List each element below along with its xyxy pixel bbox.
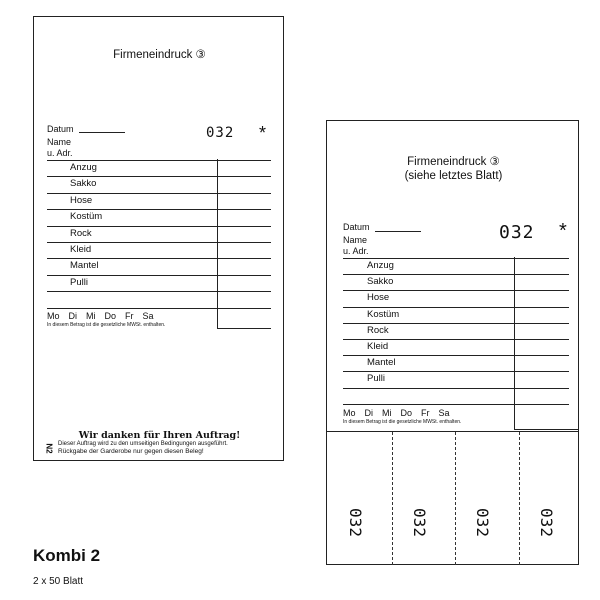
- item-label: Mantel: [70, 260, 99, 272]
- item-row-line: [47, 176, 271, 177]
- item-label: Pulli: [70, 276, 88, 288]
- item-row-line: [47, 209, 271, 210]
- product-subtitle: 2 x 50 Blatt: [33, 576, 84, 587]
- datum-label: Datum: [343, 222, 370, 232]
- star-mark: *: [259, 123, 267, 143]
- day-sa: Sa: [142, 311, 154, 321]
- vat-note: In diesem Betrag ist die gesetzliche MWSt. enthalten.: [343, 419, 462, 425]
- side-mark: N2: [44, 443, 54, 454]
- item-label: Anzug: [70, 162, 97, 173]
- blank-row-line: [47, 308, 271, 309]
- amount-column-divider: [514, 257, 515, 429]
- item-label: Kostüm: [367, 308, 400, 320]
- day-mi: Mi: [382, 408, 392, 418]
- day-fr: Fr: [421, 408, 430, 418]
- address-label: u. Adr.: [47, 148, 73, 158]
- item-label: Sakko: [70, 178, 97, 190]
- product-title: Kombi 2: [33, 546, 101, 565]
- star-mark: *: [559, 220, 567, 242]
- weekday-row: [47, 311, 163, 321]
- item-row-line: [343, 323, 569, 324]
- name-label: Name: [47, 137, 72, 147]
- item-row-line: [47, 242, 271, 243]
- datum-label: Datum: [47, 124, 74, 134]
- amount-column-divider: [217, 159, 218, 328]
- weekday-row: [343, 408, 459, 418]
- amount-box-bottom: [514, 429, 579, 430]
- item-row-line: [47, 226, 271, 227]
- amount-box-bottom: [217, 328, 271, 329]
- item-row-line: [343, 307, 569, 308]
- item-label: Rock: [70, 227, 92, 239]
- item-label: Rock: [367, 324, 389, 336]
- item-label: Anzug: [367, 260, 394, 271]
- blank-row-line: [343, 388, 569, 389]
- day-mo: Mo: [47, 311, 60, 321]
- ticket-left: [33, 16, 284, 461]
- item-label: Hose: [367, 292, 390, 304]
- company-imprint: Firmeneindruck ③: [113, 49, 206, 61]
- datum-line: [375, 231, 421, 232]
- item-label: Kostüm: [70, 211, 103, 223]
- day-mo: Mo: [343, 408, 356, 418]
- company-imprint-note: (siehe letztes Blatt): [404, 170, 503, 182]
- item-label: Kleid: [70, 244, 92, 255]
- item-row-line: [343, 339, 569, 340]
- item-label: Kleid: [367, 341, 389, 352]
- stub-number: 032: [472, 508, 492, 537]
- datum-line: [79, 132, 125, 133]
- ticket-number: 032: [499, 222, 535, 243]
- terms-line-1: Dieser Auftrag wird zu den umseitigen Bedingungen ausgeführt.: [58, 441, 228, 447]
- company-imprint: Firmeneindruck ③: [407, 156, 500, 168]
- item-row-line: [47, 193, 271, 194]
- day-do: Do: [400, 408, 413, 418]
- thank-you-text: Wir danken für Ihren Auftrag!: [78, 430, 241, 441]
- item-row-line: [47, 275, 271, 276]
- item-label: Mantel: [367, 357, 396, 369]
- ticket-number: 032: [206, 125, 235, 141]
- item-row-line: [47, 160, 271, 161]
- stub-perforation: [519, 432, 520, 565]
- blank-row-line: [47, 291, 271, 292]
- day-di: Di: [68, 311, 78, 321]
- day-fr: Fr: [125, 311, 134, 321]
- stub-number: 032: [536, 508, 556, 537]
- stub-section-divider: [327, 431, 578, 432]
- blank-row-line: [343, 404, 569, 405]
- terms-line-2: Rückgabe der Garderobe nur gegen diesen Beleg!: [58, 448, 204, 455]
- ticket-right: [326, 120, 579, 565]
- item-label: Pulli: [367, 373, 385, 385]
- stub-number: 032: [409, 508, 429, 537]
- day-do: Do: [104, 311, 117, 321]
- item-label: Hose: [70, 194, 93, 206]
- stub-perforation: [392, 432, 393, 565]
- item-row-line: [343, 290, 569, 291]
- item-row-line: [343, 355, 569, 356]
- item-label: Sakko: [367, 276, 394, 288]
- item-row-line: [343, 258, 569, 259]
- day-di: Di: [364, 408, 374, 418]
- stub-perforation: [455, 432, 456, 565]
- address-label: u. Adr.: [343, 246, 369, 256]
- name-label: Name: [343, 235, 368, 245]
- item-row-line: [343, 371, 569, 372]
- item-row-line: [343, 274, 569, 275]
- stub-number: 032: [345, 508, 365, 537]
- day-sa: Sa: [438, 408, 450, 418]
- day-mi: Mi: [86, 311, 96, 321]
- vat-note: In diesem Betrag ist die gesetzliche MWSt. enthalten.: [47, 322, 166, 328]
- item-row-line: [47, 258, 271, 259]
